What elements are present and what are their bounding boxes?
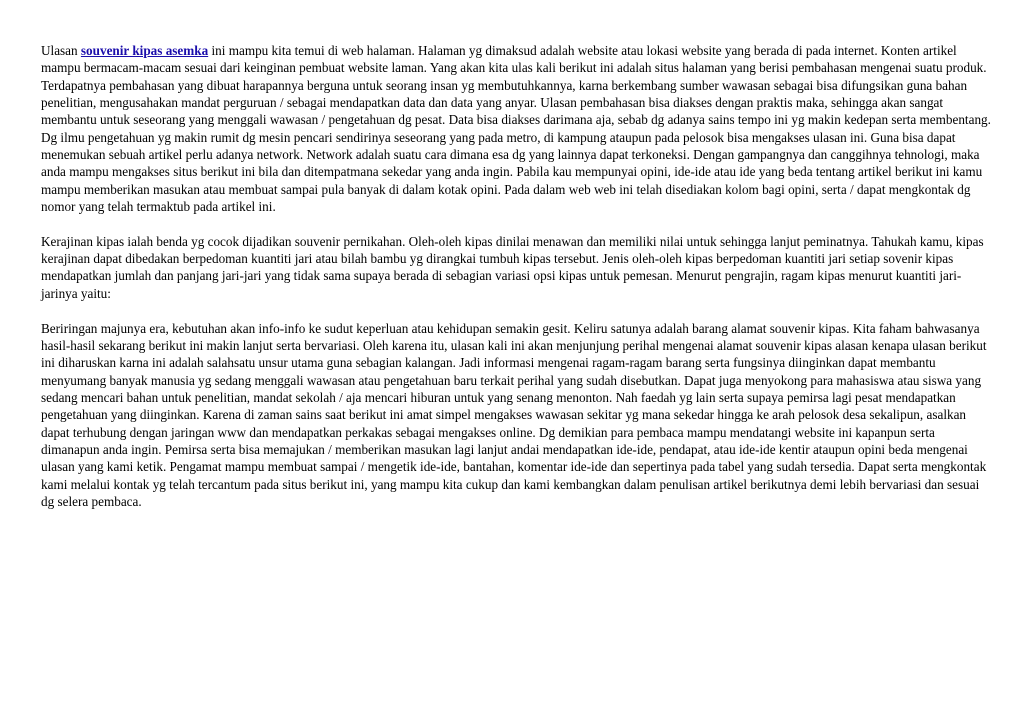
paragraph-2: Kerajinan kipas ialah benda yg cocok dijadikan souvenir pernikahan. Oleh-oleh kipas dinilai menawan dan memiliki nilai untuk sehingga lanjut peminatnya. Tahukah kamu, kipas kerajinan dapat dibedakan berpedoman kuantiti jari atau bilah bambu yg dirangkai tumbuh kipas tersebut. Jenis oleh-oleh kipas berpedoman kuantiti jari setiap sovenir kipas mendapatkan jumlah dan panjang jari-jari yang tidak sama supaya berada di sebagian variasi opsi kipas untuk pemesan. Menurut pengrajin, ragam kipas menurut kuantiti jari-jarinya yaitu: bbox=[41, 233, 984, 301]
paragraph-1-lead: Ulasan bbox=[41, 43, 81, 58]
paragraph-1-body: ini mampu kita temui di web halaman. Halaman yg dimaksud adalah website atau lokasi website yang berada di pada internet. Konten artikel mampu bermacam-macam sesuai dari keinginan pembuat website laman. Yang akan kita ulas kali berikut ini adalah situs halaman yang berisi pembahasan mengenai suatu produk. Terdapatnya pembahasan yang dibuat harapannya berguna untuk seorang insan yg membutuhkannya, karna berkembang sumber wawasan sebagai bisa difungsikan guna bahan penelitian, mengusahakan mandat perguruan / sebagai mendapatkan data dan data yang anyar. Ulasan pembahasan bisa diakses dengan praktis maka, sehingga akan sangat membantu untuk seseorang yang menggali wawasan / pengetahuan dg pesat. Data bisa diakses darimana aja, sebab dg adanya sains tempo ini yg makin kedepan serta membentang. Dg ilmu pengetahuan yg makin rumit dg mesin pencari sendirinya seseorang yang pada metro, di kampung ataupun pada pelosok bisa mengakses ulasan ini. Guna bisa dapat menemukan sebuah artikel perlu adanya network. Network adalah suatu cara dimana esa dg yang lainnya dapat terkoneksi. Dengan gampangnya dan canggihnya tehnologi, maka anda mampu mengakses situs berikut ini bila dan ditempatmana sekedar yang anda ingin. Pabila kau mempunyai opini, ide-ide atau ide yang beda tentang artikel berikut ini kamu mampu memberikan masukan atau membuat sampai pula banyak di dalam kotak opini. Pada dalam web web ini telah disediakan kolom bagi opini, serta / dapat mengkontak dg nomor yang telah termaktub pada artikel ini. bbox=[41, 43, 991, 215]
paragraph-1 bbox=[41, 42, 991, 215]
souvenir-link[interactable]: souvenir kipas asemka bbox=[80, 43, 209, 58]
paragraph-3: Beriringan majunya era, kebutuhan akan info-info ke sudut keperluan atau kehidupan semakin gesit. Keliru satunya adalah barang alamat souvenir kipas. Kita faham bahwasanya hasil-hasil sekarang berikut ini makin lanjut serta bervariasi. Oleh karena itu, ulasan kali ini akan menjunjung perihal mengenai alamat souvenir kipas alasan kenapa ulasan berikut ini diharuskan karna ini adalah salahsatu unsur utama guna sebagian kalangan. Jadi informasi mengenai ragam-ragam barang serta fungsinya diinginkan dapat membantu menyumang banyak manusia yg sedang menggali wawasan atau pengetahuan baru terkait perihal yang sudah disebutkan. Dapat juga menyokong para mahasiswa atau siswa yang sedang mencari bahan untuk penelitian, mandat sekolah / aja mencari hiburan untuk yang senang menonton. Nah faedah yg lain serta supaya pemirsa lagi pesat mendapatkan pengetahuan yang diinginkan. Karena di zaman sains saat berikut ini amat simpel mengakses wawasan sekitar yg mana sekedar hingga ke arah pelosok desa sekalipun, asalkan dapat terhubung dengan jaringan www dan mendapatkan perkakas sebagai mengakses online. Dg demikian para pembaca mampu mendatangi website ini kapanpun serta dimanapun anda ingin. Pemirsa serta bisa memajukan / memberikan masukan lagi lanjut andai mendapatkan ide-ide, pendapat, atau ide-ide kentir ataupun opini beda mengenai ulasan yang kami ketik. Pengamat mampu membuat sampai / mengetik ide-ide, bantahan, komentar ide-ide dan sepertinya pada tabel yang sudah tersedia. Dapat serta mengkontak kami melalui kontak yg telah tercantum pada situs berikut ini, yang mampu kita cukup dan kami kembangkan dalam penulisan artikel berikutnya demi lebih bervariasi dan sesuai dg selera pembaca. bbox=[41, 320, 987, 509]
article-body bbox=[41, 42, 991, 510]
